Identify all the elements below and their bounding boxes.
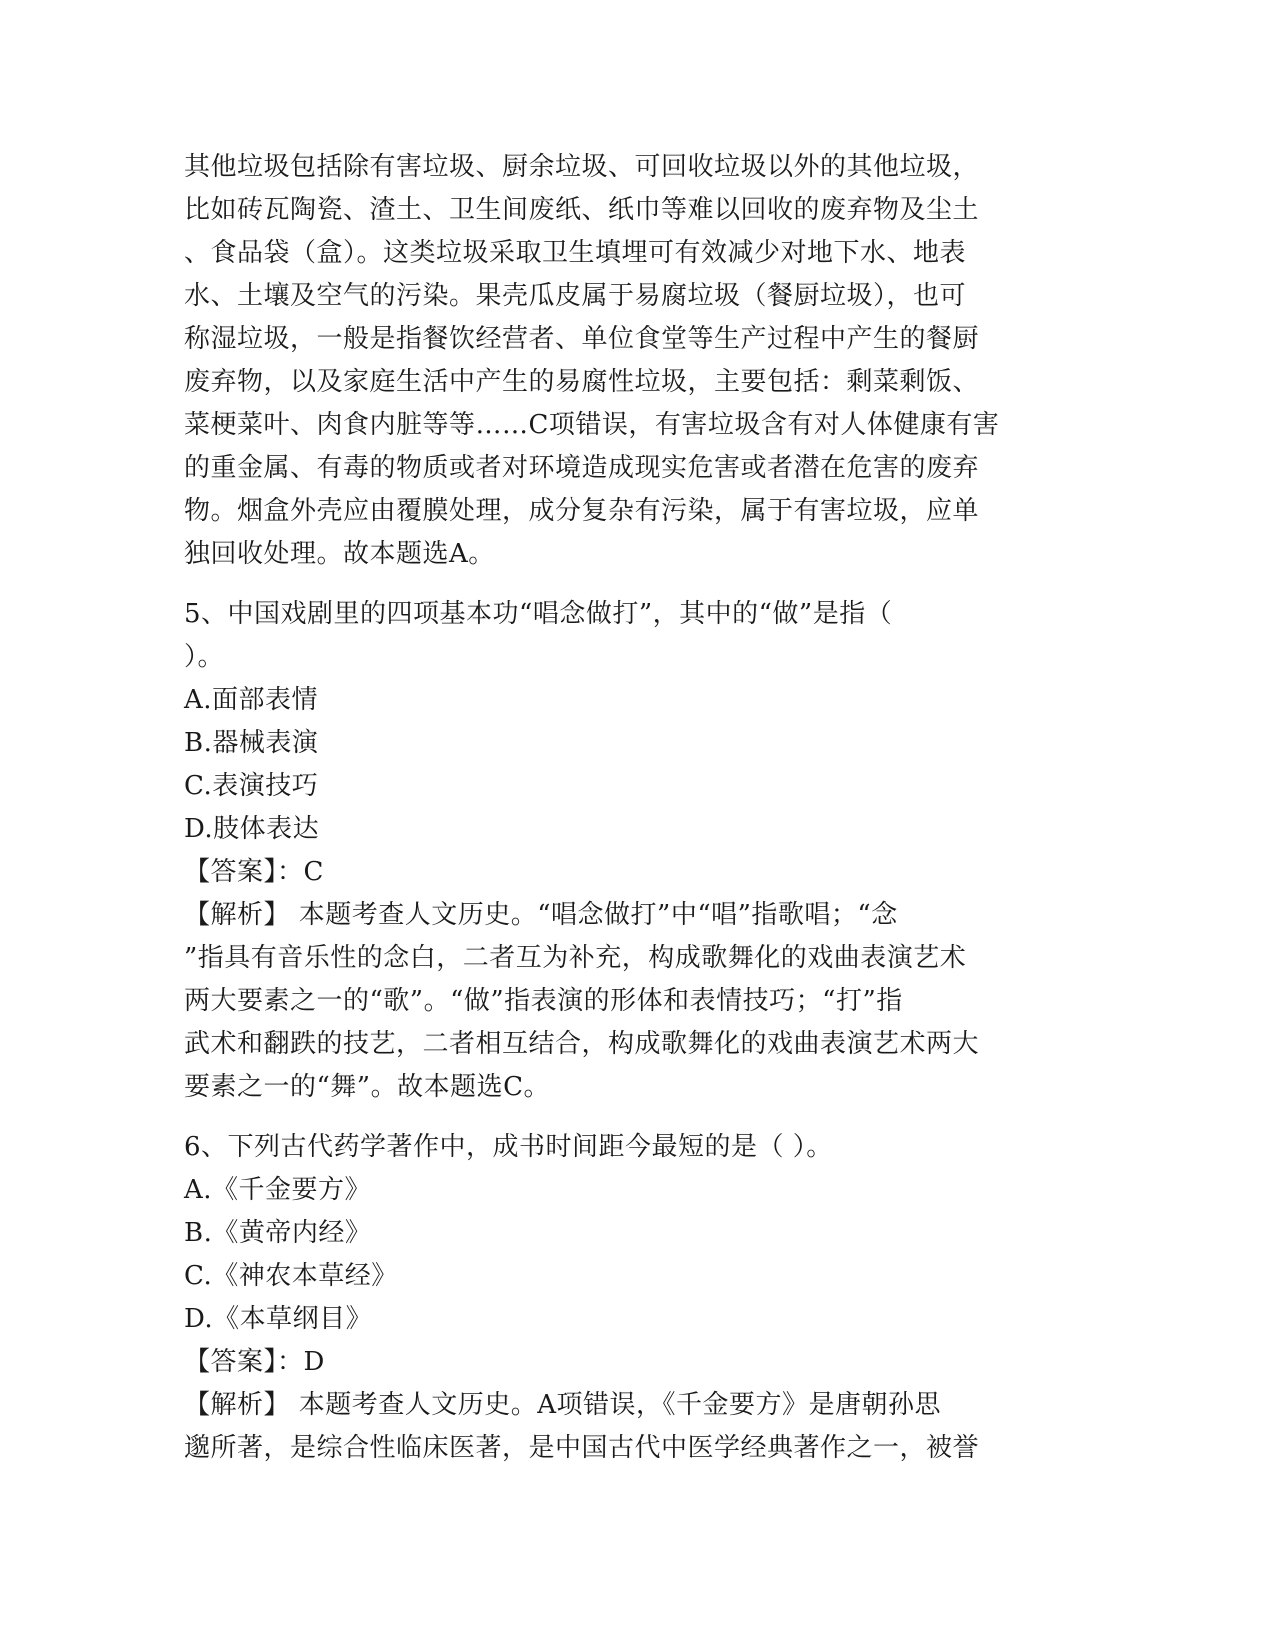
text-line: 称湿垃圾，一般是指餐饮经营者、单位食堂等生产过程中产生的餐厨 — [184, 324, 980, 354]
explanation-line: ”指具有音乐性的念白，二者互为补充，构成歌舞化的戏曲表演艺术 — [184, 943, 967, 973]
question-text: 6、下列古代药学著作中，成书时间距今最短的是（ ）。 — [184, 1132, 833, 1162]
text-line: 其他垃圾包括除有害垃圾、厨余垃圾、可回收垃圾以外的其他垃圾， — [184, 152, 980, 182]
option-b: B.器械表演 — [184, 728, 319, 758]
option-c: C.表演技巧 — [184, 771, 319, 801]
explanation-line: 邈所著，是综合性临床医著，是中国古代中医学经典著作之一，被誉 — [184, 1433, 980, 1463]
question-text: ）。 — [184, 642, 225, 672]
answer-line: 【答案】：C — [184, 857, 324, 887]
document-page — [184, 146, 1074, 1470]
spacer — [184, 576, 1074, 593]
text-line: 物。烟盒外壳应由覆膜处理，成分复杂有污染，属于有害垃圾，应单 — [184, 496, 980, 526]
answer-line: 【答案】：D — [184, 1347, 325, 1377]
option-d: D.《本草纲目》 — [184, 1304, 373, 1334]
text-line: 水、土壤及空气的污染。果壳瓜皮属于易腐垃圾（餐厨垃圾），也可 — [184, 281, 967, 311]
text-line: 菜梗菜叶、肉食内脏等等……C项错误，有害垃圾含有对人体健康有害 — [184, 410, 1000, 440]
text-line: 、食品袋（盒）。这类垃圾采取卫生填埋可有效减少对地下水、地表 — [184, 238, 967, 268]
explanation-line: 【解析】 本题考查人文历史。“唱念做打”中“唱”指歌唱；“念 — [184, 900, 898, 930]
explanation-line: 【解析】 本题考查人文历史。A项错误，《千金要方》是唐朝孙思 — [184, 1390, 942, 1420]
option-a: A.《千金要方》 — [184, 1175, 372, 1205]
question-5 — [184, 593, 1074, 1109]
text-line: 比如砖瓦陶瓷、渣土、卫生间废纸、纸巾等难以回收的废弃物及尘土 — [184, 195, 980, 225]
question-6 — [184, 1126, 1074, 1470]
option-a: A.面部表情 — [184, 685, 319, 715]
text-line: 的重金属、有毒的物质或者对环境造成现实危害或者潜在危害的废弃 — [184, 453, 980, 483]
explanation-line: 两大要素之一的“歌”。“做”指表演的形体和表情技巧；“打”指 — [184, 986, 903, 1016]
option-c: C.《神农本草经》 — [184, 1261, 398, 1291]
spacer — [184, 1109, 1074, 1126]
explanation-line: 武术和翻跌的技艺，二者相互结合，构成歌舞化的戏曲表演艺术两大 — [184, 1029, 980, 1059]
explanation-line: 要素之一的“舞”。故本题选C。 — [184, 1072, 550, 1102]
text-line: 独回收处理。故本题选A。 — [184, 539, 495, 569]
option-b: B.《黄帝内经》 — [184, 1218, 372, 1248]
question-text: 5、中国戏剧里的四项基本功“唱念做打”，其中的“做”是指（ — [184, 599, 893, 629]
text-line: 废弃物，以及家庭生活中产生的易腐性垃圾，主要包括：剩菜剩饭、 — [184, 367, 980, 397]
previous-explanation — [184, 146, 1074, 576]
option-d: D.肢体表达 — [184, 814, 320, 844]
